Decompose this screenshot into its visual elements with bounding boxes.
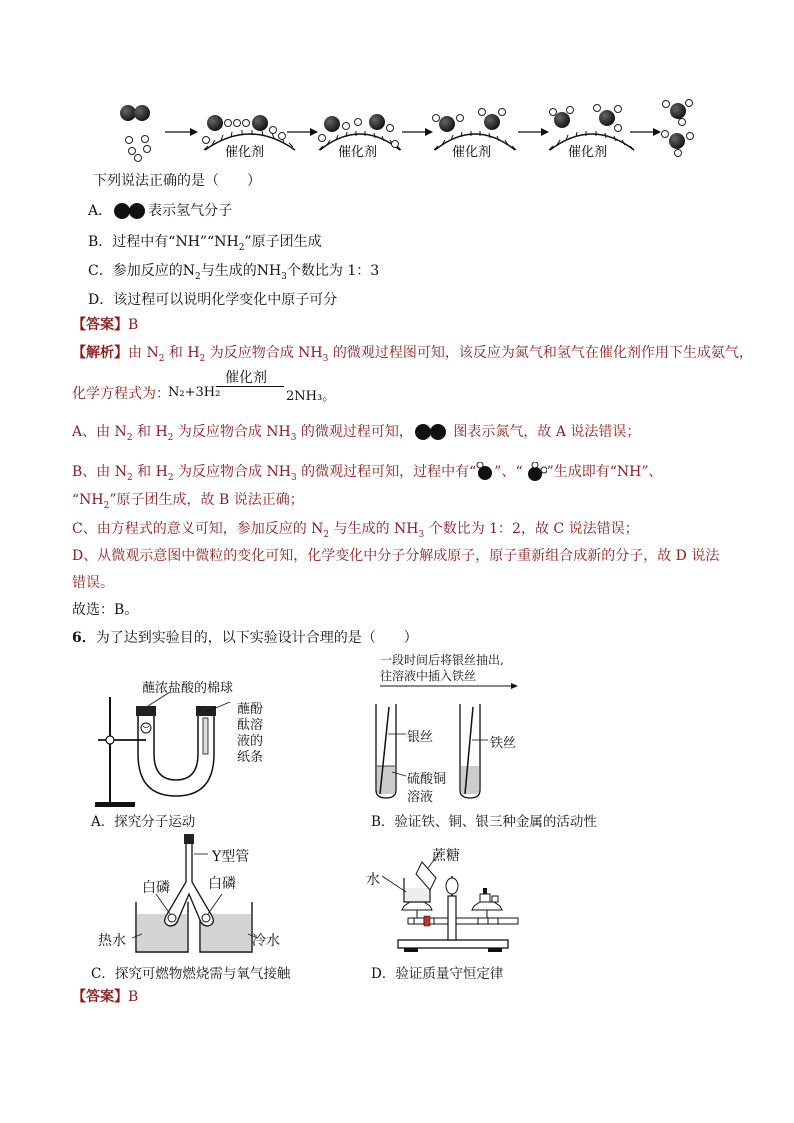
question6-stem: 6．为了达到实验目的，以下实验设计合理的是（ ） [72, 630, 418, 646]
analysis-d-line2: 错误。 [72, 575, 114, 591]
figc-label-p-right: 白磷 [208, 876, 236, 892]
figb-note-1: 一段时间后将银丝抽出, [380, 653, 504, 667]
equation-prefix: 化学方程式为： [72, 386, 170, 402]
stage-2-adsorption [203, 115, 296, 160]
arrow-2 [287, 128, 318, 136]
analysis-b-line2: “$NH_2$”原子团生成，故 B 说法正确； [72, 492, 304, 511]
option-a [88, 201, 232, 221]
svg-text:催化剂: 催化剂 [225, 145, 265, 160]
n2-molecule-icon [413, 423, 449, 441]
figb-caption: B．验证铁、铜、银三种金属的活动性 [371, 814, 597, 830]
svg-text:催化剂: 催化剂 [338, 145, 378, 160]
figa-label-ball: 蘸浓盐酸的棉球 [142, 681, 234, 696]
n2-molecule-icon [112, 202, 148, 220]
question5-stem: 下列说法正确的是（ ） [93, 173, 261, 189]
option-d: D．该过程可以说明化学变化中原子可分 [88, 292, 338, 308]
stage-5-nh2-formation [549, 105, 634, 161]
conclusion: 故选：B。 [72, 602, 139, 618]
stage-4-nh-formation [433, 109, 517, 161]
arrow-3 [402, 128, 433, 136]
analysis-c: C、由方程式的意义可知，参加反应的 $N_2$ 与生成的 $NH_3$ 个数比为 1：2，故 C 说法错误； [72, 521, 639, 540]
figc-label-p-left: 白磷 [142, 880, 170, 896]
option-a-text: 表示氢气分子 [148, 203, 233, 219]
answer-6: 【答案】B [72, 989, 139, 1005]
arrow-4 [518, 128, 549, 136]
analysis-b: B、由 $N_2$ 和 $H_2$ 为反应物合成 $NH_3$ 的微观过程可知，过程中有“ ”、“ ”生成即有“NH”、 [72, 464, 663, 483]
figd-caption: D．验证质量守恒定律 [371, 966, 504, 982]
reaction-process-diagram [110, 98, 700, 168]
option-c: C．参加反应的$N_2$与生成的$NH_3$个数比为 1：3 [88, 263, 380, 282]
figd-label-sugar: 蔗糖 [432, 848, 460, 864]
option-a-label: A． [88, 203, 113, 219]
figure-a-apparatus [90, 692, 260, 812]
stage-3-dissociation [319, 114, 402, 160]
equation-bar [216, 386, 284, 387]
figb-label-sol-1: 硫酸铜 [407, 772, 447, 787]
analysis-d-line1: D、从微观示意图中微粒的变化可知，化学变化中分子分解成原子，原子重新组合成新的分子，故 D 说法 [72, 548, 720, 564]
figb-label-fe: 铁丝 [490, 736, 517, 751]
figc-caption: C．探究可燃物燃烧需与氧气接触 [91, 966, 291, 982]
figc-label-cold: 冷水 [252, 933, 280, 949]
figb-note-2: 往溶液中插入铁丝 [380, 669, 477, 683]
stage-1-reactants [120, 105, 151, 162]
answer-5: 【答案】B [72, 317, 139, 333]
equation-left: N₂+3H₂ [168, 385, 221, 400]
svg-text:催化剂: 催化剂 [568, 145, 608, 160]
arrow-5 [630, 128, 661, 136]
nh2-group-icon [523, 462, 547, 482]
figb-label-sol-2: 溶液 [407, 790, 434, 805]
figd-label-water: 水 [366, 872, 380, 888]
analysis-a: A、由 $N_2$ 和 $H_2$ 为反应物合成 $NH_3$ 的微观过程可知， 图表示氮气，故 A 说法错误； [72, 424, 641, 443]
figc-label-tube: Y型管 [212, 849, 250, 865]
figb-label-ag: 银丝 [407, 730, 434, 745]
figa-caption: A．探究分子运动 [91, 814, 196, 830]
equation-right: 2NH₃。 [286, 389, 336, 404]
nh-group-icon [476, 462, 494, 482]
stage-6-ammonia-products [662, 100, 694, 157]
svg-text:催化剂: 催化剂 [452, 145, 492, 160]
equation-condition: 催化剂 [225, 370, 267, 386]
option-b: B．过程中有“$NH”“NH_2$”原子团生成 [88, 234, 322, 253]
arrow-1 [165, 128, 198, 136]
figc-label-hot: 热水 [98, 933, 126, 949]
analysis-line-1: 【解析】由 $N_2$ 和 $H_2$ 为反应物合成 $NH_3$ 的微观过程图可知，该反应为氮气和氢气在催化剂作用下生成氨气， [72, 345, 753, 364]
figa-label-paper: 蘸酚 酞溶 液的 纸条 [237, 702, 264, 765]
